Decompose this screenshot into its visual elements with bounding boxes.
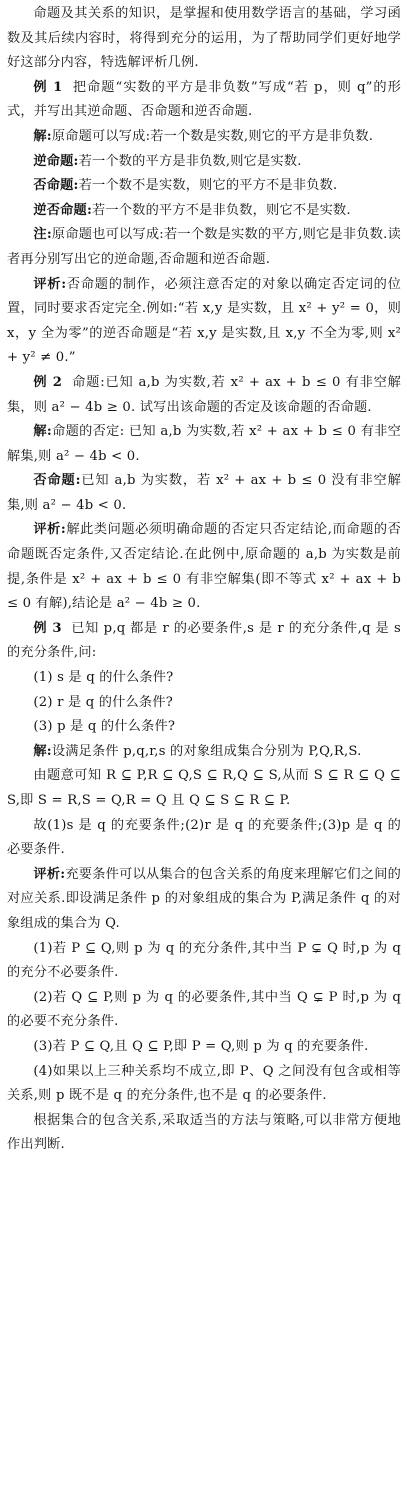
- solution-text: 设满足条件 p,q,r,s 的对象组成集合分别为 P,Q,R,S.: [51, 743, 362, 759]
- example-2-comment: [7, 518, 401, 616]
- example-1-comment: [7, 273, 401, 371]
- comment-case-4: (4)如果以上三种关系均不成立,即 P、Q 之间没有包含或相等关系,则 p 既不是 q 的充分条件,也不是 q 的必要条件.: [7, 1063, 401, 1104]
- inverse-text: 若一个数不是实数，则它的平方不是非负数.: [78, 178, 338, 194]
- converse-label: 逆命题:: [33, 153, 79, 169]
- solution-text: 原命题可以写成:若一个数是实数,则它的平方是非负数.: [51, 128, 374, 144]
- closing-paragraph: 根据集合的包含关系,采取适当的方法与策略,可以非常方便地作出判断.: [7, 1112, 401, 1153]
- example-1-contrapositive: [7, 199, 401, 224]
- example-1-label: 例 1: [33, 79, 63, 95]
- example-2-text: 命题:已知 a,b 为实数,若 x² + ax + b ≤ 0 有非空解集，则 a² − 4b ≥ 0. 试写出该命题的否定及该命题的否命题.: [7, 374, 401, 415]
- inverse-label: 否命题:: [33, 473, 81, 489]
- example-3-question-1: (1) s 是 q 的什么条件?: [33, 670, 174, 686]
- inverse-label: 否命题:: [33, 178, 79, 194]
- comment-case-1: (1)若 P ⊆ Q,则 p 为 q 的充分条件,其中当 P ⊊ Q 时,p 为 q 的充分不必要条件.: [7, 940, 401, 981]
- solution-label: 解:: [33, 743, 52, 759]
- example-3-question-3: (3) p 是 q 的什么条件?: [33, 719, 176, 735]
- intro-paragraph: 命题及其关系的知识，是掌握和使用数学语言的基础，学习函数及其后续内容时，将得到充分的运用，为了帮助同学们更好地学好这部分内容，特选解评析几例.: [7, 6, 401, 71]
- solution-label: 解:: [33, 128, 52, 144]
- comment-label: 评析:: [33, 276, 67, 292]
- solution-text: 命题的否定: 已知 a,b 为实数,若 x² + ax + b ≤ 0 有非空解集,则 a² − 4b < 0.: [7, 424, 401, 464]
- example-3-question-2: (2) r 是 q 的什么条件?: [33, 694, 173, 710]
- converse-text: 若一个数的平方是非负数,则它是实数.: [78, 153, 302, 169]
- solution-label: 解:: [33, 424, 52, 440]
- example-3-statement: [7, 617, 401, 666]
- example-1-converse: [7, 150, 401, 175]
- example-2-statement: [7, 371, 401, 420]
- comment-case-2: (2)若 Q ⊆ P,则 p 为 q 的必要条件,其中当 Q ⊊ P 时,p 为 q 的必要不充分条件.: [7, 989, 401, 1030]
- comment-text: 充要条件可以从集合的包含关系的角度来理解它们之间的对应关系.即设满足条件 p 的对象组成的集合为 P,满足条件 q 的对象组成的集合为 Q.: [7, 866, 402, 931]
- example-1-text: 把命题“实数的平方是非负数”写成“若 p，则 q”的形式，并写出其逆命题、否命题和逆否命题.: [7, 79, 401, 120]
- note-label: 注:: [33, 227, 52, 243]
- example-2-solution: [7, 420, 401, 469]
- example-3-conclusion: 故(1)s 是 q 的充要条件;(2)r 是 q 的充要条件;(3)p 是 q 的必要条件.: [7, 817, 401, 858]
- comment-text: 否命题的制作，必须注意否定的对象以确定否定词的位置，同时要求否定完全.例如:“若 x,y 是实数，且 x² + y² = 0，则 x，y 全为零”的逆否命题是“若 x,y 是实数,且 x,y 不全为零,则 x² + y² ≠ 0.”: [7, 276, 401, 366]
- example-1-statement: [7, 76, 401, 125]
- example-1-solution: [7, 125, 401, 150]
- comment-label: 评析:: [33, 522, 66, 538]
- example-3-derivation: 由题意可知 R ⊆ P,R ⊆ Q,S ⊆ R,Q ⊆ S,从而 S ⊆ R ⊆ Q ⊆ S,即 S = R,S = Q,R = Q 且 Q ⊆ S ⊆ R ⊆ P.: [7, 768, 401, 808]
- note-text: 原命题也可以写成:若一个数是实数的平方,则它是非负数.读者再分别写出它的逆命题,否命题和逆否命题.: [7, 227, 401, 267]
- comment-label: 评析:: [33, 866, 66, 882]
- example-2-inverse: [7, 469, 401, 518]
- example-1-inverse: [7, 174, 401, 199]
- example-3-solution: [7, 740, 401, 765]
- example-2-label: 例 2: [33, 374, 63, 390]
- inverse-text: 已知 a,b 为实数，若 x² + ax + b ≤ 0 没有非空解集,则 a² − 4b < 0.: [7, 473, 402, 513]
- contrapositive-label: 逆否命题:: [33, 202, 93, 218]
- example-3-text: 已知 p,q 都是 r 的必要条件,s 是 r 的充分条件,q 是 s 的充分条件,问:: [7, 620, 401, 661]
- example-1-note: [7, 223, 401, 272]
- example-3-comment: [7, 863, 401, 937]
- comment-text: 解此类问题必须明确命题的否定只否定结论,而命题的否命题既否定条件,又否定结论.在此例中,原命题的 a,b 为实数是前提,条件是 x² + ax + b ≤ 0 有非空解集(即不等式 x² + ax + b ≤ 0 有解),结论是 a² − 4b ≥ 0.: [7, 522, 401, 612]
- contrapositive-text: 若一个数的平方不是非负数，则它不是实数.: [92, 202, 351, 218]
- comment-case-3: (3)若 P ⊆ Q,且 Q ⊆ P,即 P = Q,则 p 为 q 的充要条件.: [33, 1038, 369, 1054]
- example-3-label: 例 3: [33, 620, 62, 636]
